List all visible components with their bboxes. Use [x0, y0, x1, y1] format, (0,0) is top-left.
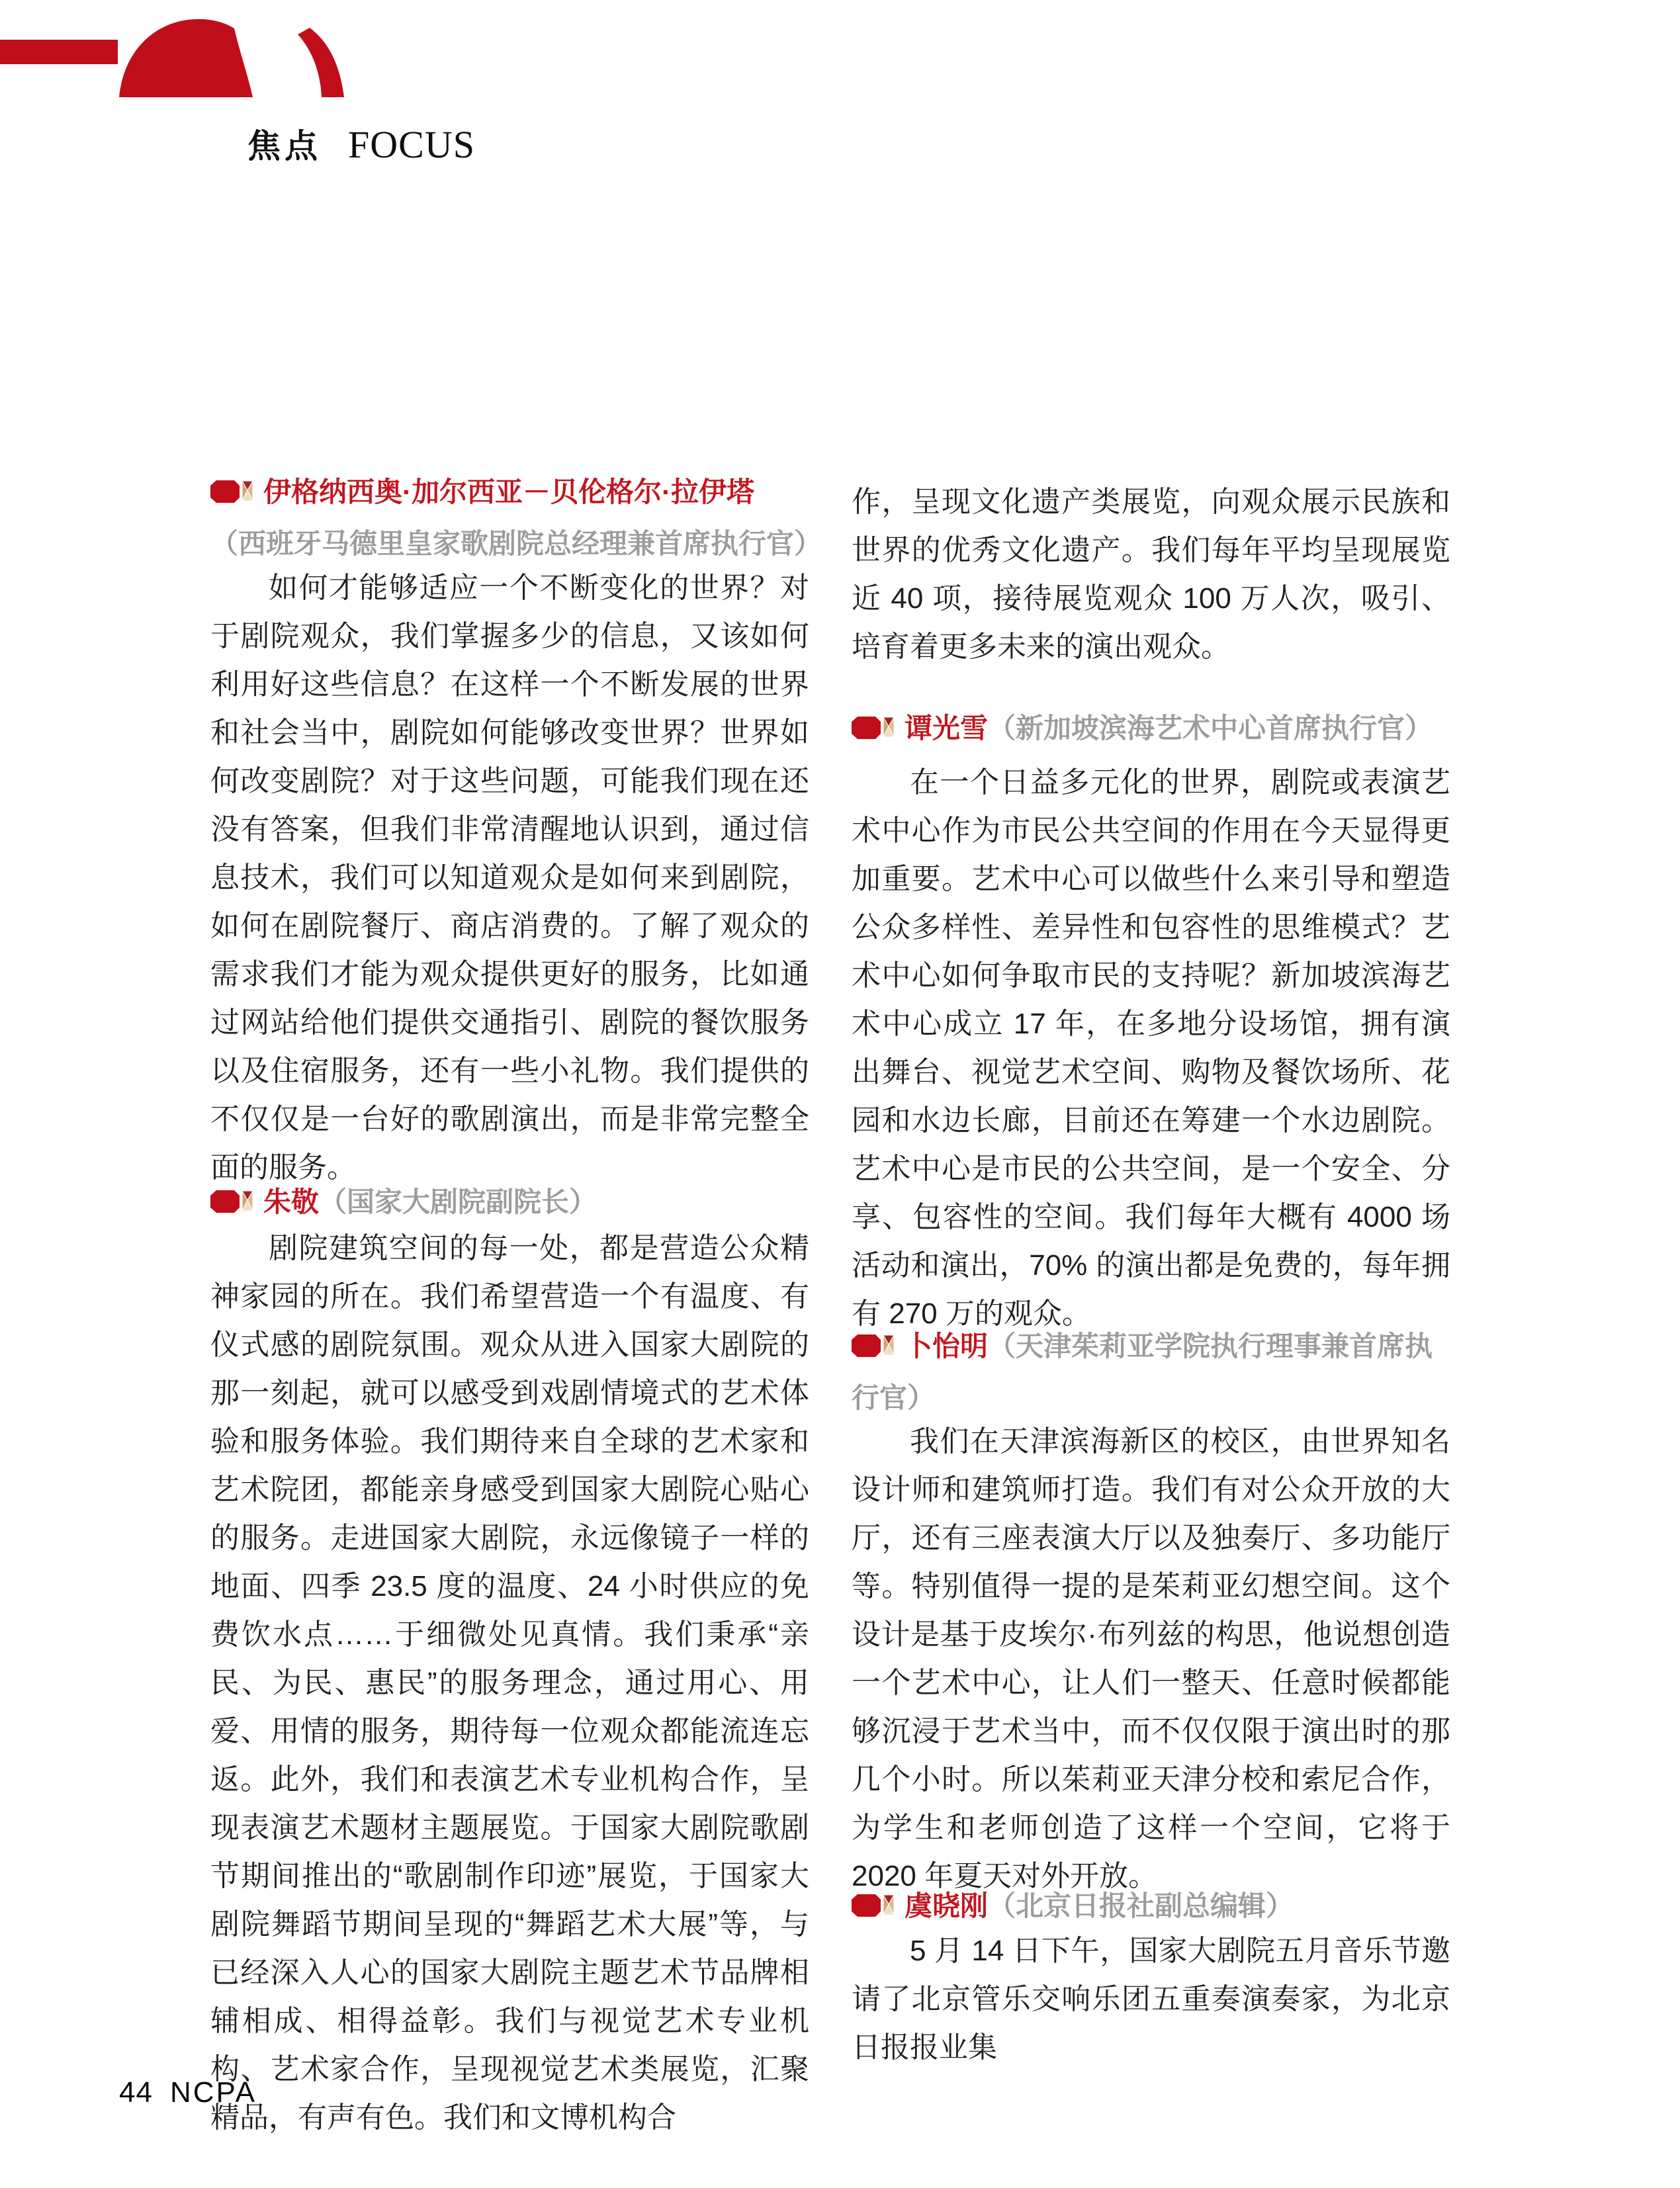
footer: [119, 2076, 257, 2109]
red-bar: [0, 40, 118, 64]
speaker-name: 虞晓刚: [905, 1890, 989, 1921]
section-header-bu: [852, 1321, 1450, 1424]
continuation-paragraph: 作，呈现文化遗产类展览，向观众展示民族和世界的优秀文化遗产。我们每年平均呈现展览近 40 项，接待展览观众 100 万人次，吸引、培育着更多未来的演出观众。: [852, 486, 1450, 663]
ncpa-logo-icon: [210, 1178, 254, 1200]
journal-brand: NCPA: [169, 2076, 257, 2109]
section-header-zhujing: [210, 1176, 809, 1228]
ncpa-logo-icon: [852, 1882, 895, 1904]
section-header-tan: [852, 703, 1450, 754]
ncpa-logo-icon: [852, 704, 895, 726]
speaker-name: 伊格纳西奥·加尔西亚－贝伦格尔·拉伊塔: [263, 476, 754, 507]
ncpa-logo-icon: [852, 1322, 895, 1344]
speaker-affiliation: （国家大剧院副院长）: [319, 1186, 597, 1217]
speaker-name: 卜怡明: [905, 1331, 989, 1362]
page-number: 44: [119, 2076, 153, 2109]
speaker-paragraph: 5 月 14 日下午，国家大剧院五月音乐节邀请了北京管乐交响乐团五重奏演奏家，为北京日报报业集: [852, 1935, 1450, 2064]
page-title-en: FOCUS: [348, 123, 475, 166]
section-header-garcia: [210, 466, 822, 570]
speaker-affiliation: （天津茱莉亚学院执行理事兼首席执行官）: [852, 1331, 1433, 1413]
speaker-paragraph: 如何才能够适应一个不断变化的世界？对于剧院观众，我们掌握多少的信息，又该如何利用好这些信息？在这样一个不断发展的世界和社会当中，剧院如何能够改变世界？世界如何改变剧院？对于这些问题，可能我们现在还没有答案，但我们非常清醒地认识到，通过信息技术，我们可以知道观众是如何来到剧院，如何在剧院餐厅、商店消费的。了解了观众的需求我们才能为观众提供更好的服务，比如通过网站给他们提供交通指引、剧院的餐饮服务以及住宿服务，还有一些小礼物。我们提供的不仅仅是一台好的歌剧演出，而是非常完整全面的服务。: [210, 572, 809, 1184]
speaker-affiliation: （新加坡滨海艺术中心首席执行官）: [988, 713, 1433, 744]
focus-banner-graphic: [0, 0, 463, 99]
speaker-affiliation: （西班牙马德里皇家歌剧院总经理兼首席执行官）: [210, 528, 822, 559]
speaker-paragraph: 我们在天津滨海新区的校区，由世界知名设计师和建筑师打造。我们有对公众开放的大厅，还有三座表演大厅以及独奏厅、多功能厅等。特别值得一提的是茱莉亚幻想空间。这个设计是基于皮埃尔·布列兹的构思，他说想创造一个艺术中心，让人们一整天、任意时候都能够沉浸于艺术当中，而不仅仅限于演出时的那几个小时。所以茱莉亚天津分校和索尼合作，为学生和老师创造了这样一个空间，它将于 2020 年夏天对外开放。: [852, 1425, 1450, 1892]
section-header-yu: [852, 1880, 1450, 1932]
page-title-cn: 焦点: [247, 128, 322, 165]
speaker-name: 朱敬: [263, 1186, 320, 1217]
speaker-affiliation: （北京日报社副总编辑）: [988, 1890, 1294, 1921]
red-swoosh: [298, 28, 344, 97]
speaker-paragraph: 在一个日益多元化的世界，剧院或表演艺术中心作为市民公共空间的作用在今天显得更加重要。艺术中心可以做些什么来引导和塑造公众多样性、差异性和包容性的思维模式？艺术中心如何争取市民的支持呢？新加坡滨海艺术中心成立 17 年，在多地分设场馆，拥有演出舞台、视觉艺术空间、购物及餐饮场所、花园和水边长廊，目前还在筹建一个水边剧院。艺术中心是市民的公共空间，是一个安全、分享、包容性的空间。我们每年大概有 4000 场活动和演出，70% 的演出都是免费的，每年拥有 270 万的观众。: [852, 766, 1450, 1330]
ncpa-logo-icon: [210, 468, 254, 490]
speaker-name: 谭光雪: [905, 713, 989, 744]
speaker-paragraph: 剧院建筑空间的每一处，都是营造公众精神家园的所在。我们希望营造一个有温度、有仪式感的剧院氛围。观众从进入国家大剧院的那一刻起，就可以感受到戏剧情境式的艺术体验和服务体验。我们期待来自全球的艺术家和艺术院团，都能亲身感受到国家大剧院心贴心的服务。走进国家大剧院，永远像镜子一样的地面、四季 23.5 度的温度、24 小时供应的免费饮水点……于细微处见真情。我们秉承“亲民、为民、惠民”的服务理念，通过用心、用爱、用情的服务，期待每一位观众都能流连忘返。此外，我们和表演艺术专业机构合作，呈现表演艺术题材主题展览。于国家大剧院歌剧节期间推出的“歌剧制作印迹”展览，于国家大剧院舞蹈节期间呈现的“舞蹈艺术大展”等，与已经深入人心的国家大剧院主题艺术节品牌相辅相成、相得益彰。我们与视觉艺术专业机构、艺术家合作，呈现视觉艺术类展览，汇聚精品，有声有色。我们和文博机构合: [210, 1232, 809, 2134]
